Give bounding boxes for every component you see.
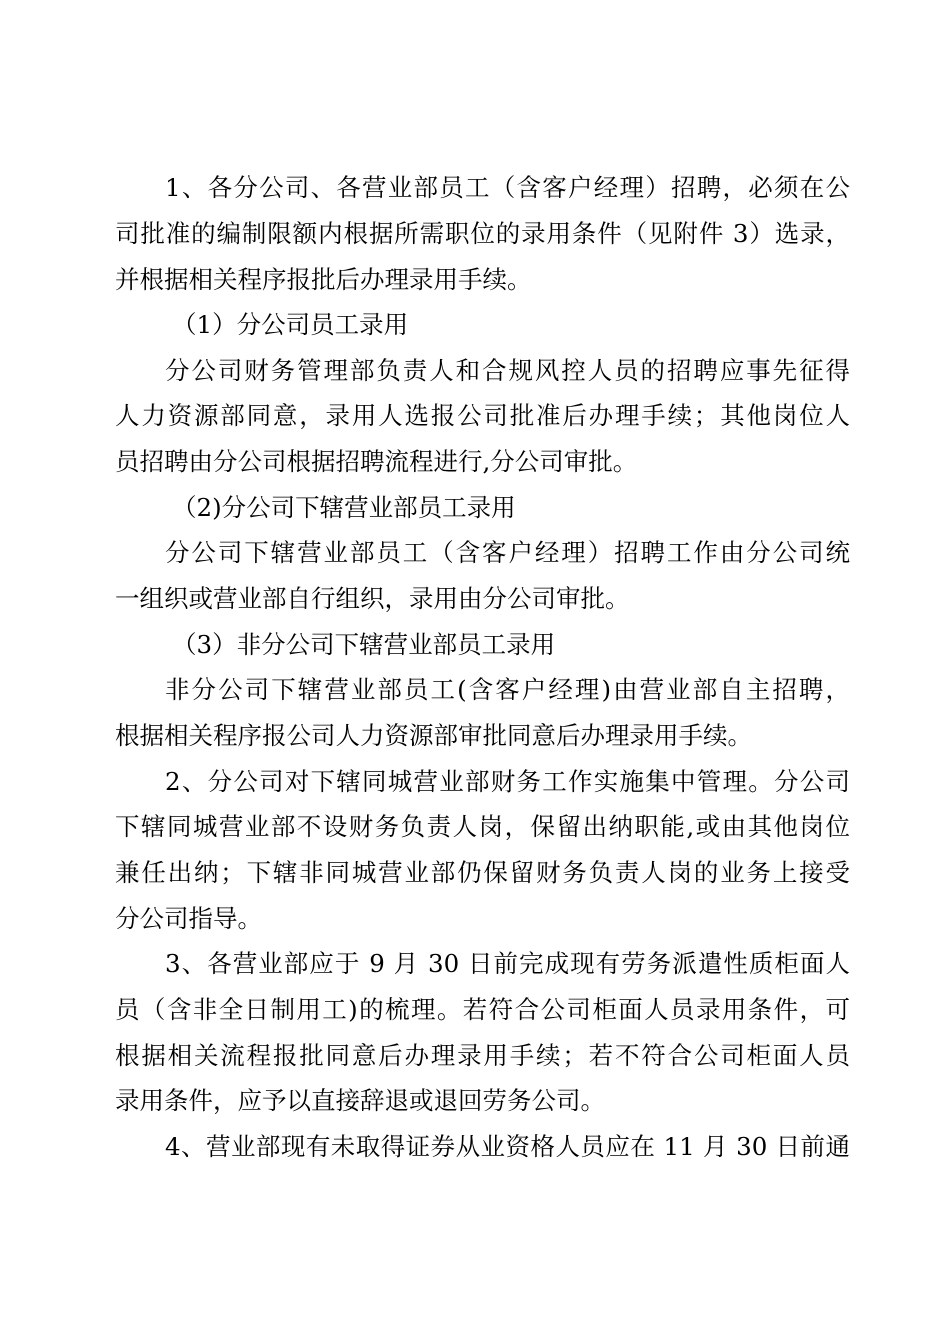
paragraph-1-line-2: 司批准的编制限额内根据所需职位的录用条件（见附件 3）选录， — [115, 219, 850, 248]
paragraph-6-line-1: 3、各营业部应于 9 月 30 日前完成现有劳务派遣性质柜面人 — [165, 949, 850, 978]
paragraph-5-line-2: 下辖同城营业部不设财务负责人岗，保留出纳职能,或由其他岗位 — [115, 812, 850, 841]
paragraph-1-line-3: 并根据相关程序报批后办理录用手续。 — [115, 265, 532, 294]
paragraph-3-line-1: 分公司下辖营业部员工（含客户经理）招聘工作由分公司统 — [165, 538, 850, 567]
subheading-1: （1）分公司员工录用 — [172, 310, 409, 339]
paragraph-2-line-3: 员招聘由分公司根据招聘流程进行,分公司审批。 — [115, 447, 638, 476]
paragraph-7-line-1: 4、营业部现有未取得证券从业资格人员应在 11 月 30 日前通 — [165, 1132, 850, 1161]
paragraph-6-line-3: 根据相关流程报批同意后办理录用手续；若不符合公司柜面人员 — [115, 1041, 850, 1070]
paragraph-6-line-2: 员（含非全日制用工)的梳理。若符合公司柜面人员录用条件，可 — [115, 995, 850, 1024]
paragraph-1-line-1: 1、各分公司、各营业部员工（含客户经理）招聘，必须在公 — [165, 173, 850, 202]
paragraph-5-line-4: 分公司指导。 — [115, 904, 262, 933]
paragraph-5-line-3: 兼任出纳；下辖非同城营业部仍保留财务负责人岗的业务上接受 — [115, 858, 850, 887]
paragraph-4-line-2: 根据相关程序报公司人力资源部审批同意后办理录用手续。 — [115, 721, 752, 750]
paragraph-2-line-1: 分公司财务管理部负责人和合规风控人员的招聘应事先征得 — [165, 356, 850, 385]
subheading-3: （3）非分公司下辖营业部员工录用 — [172, 630, 556, 659]
paragraph-6-line-4: 录用条件，应予以直接辞退或退回劳务公司。 — [115, 1086, 605, 1115]
subheading-2: （2)分公司下辖营业部员工录用 — [172, 493, 516, 522]
paragraph-2-line-2: 人力资源部同意，录用人选报公司批准后办理手续；其他岗位人 — [115, 401, 850, 430]
paragraph-3-line-2: 一组织或营业部自行组织，录用由分公司审批。 — [115, 584, 630, 613]
paragraph-4-line-1: 非分公司下辖营业部员工(含客户经理)由营业部自主招聘， — [165, 675, 850, 704]
paragraph-5-line-1: 2、分公司对下辖同城营业部财务工作实施集中管理。分公司 — [165, 767, 850, 796]
